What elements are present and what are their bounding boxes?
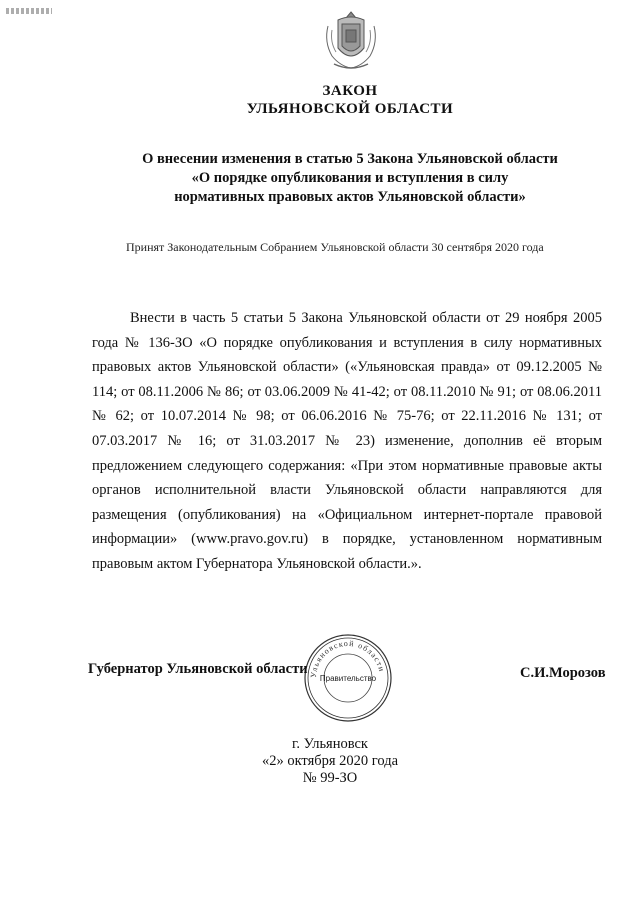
official-seal-icon <box>302 632 394 724</box>
signing-date: «2» октября 2020 года <box>261 753 399 769</box>
subject-line: О внесении изменения в статью 5 Закона Ульяновской области <box>142 151 558 167</box>
law-title: ЗАКОН <box>322 83 378 99</box>
law-region-title: УЛЬЯНОВСКОЙ ОБЛАСТИ <box>246 101 454 117</box>
scan-artifact <box>6 8 52 14</box>
law-subject <box>100 150 600 207</box>
seal-ring-text: Ульяновской области <box>308 638 387 679</box>
law-number: № 99-ЗО <box>302 770 358 786</box>
coat-of-arms-icon <box>320 8 382 72</box>
signing-city: г. Ульяновск <box>292 736 368 752</box>
signatory-title: Губернатор Ульяновской области <box>88 661 308 677</box>
subject-line: нормативных правовых актов Ульяновской области» <box>174 189 526 205</box>
law-body-paragraph: Внести в часть 5 статьи 5 Закона Ульяновской области от 29 ноября 2005 года № 136-ЗО «О порядке опубликования и вступления в силу нормативных правовых актов Ульяновской области» («Ульяновская правда» от 09.12.2005 № 114; от 08.11.2006 № 86; от 03.06.2009 № 41-42; от 08.11.2010 № 91; от 08.06.2011 № 62; от 10.07.2014 № 98; от 06.06.2016 № 75-76; от 22.11.2016 № 131; от 07.03.2017 № 16; от 31.03.2017 № 23) изменение, дополнив её вторым предложением следующего содержания: «При этом нормативные правовые акты органов исполнительной власти Ульяновской области направляются для размещения (опубликования) на «Официальном интернет-портале правовой информации» (www.pravo.gov.ru) в порядке, установленном нормативным правовым актом Губернатора Ульяновской области.». <box>92 310 602 572</box>
subject-line: «О порядке опубликования и вступления в силу <box>191 170 509 186</box>
adoption-note: Принят Законодательным Собранием Ульяновской области 30 сентября 2020 года <box>126 240 544 254</box>
signatory-name: С.И.Морозов <box>520 665 606 681</box>
seal-center-text: Правительство <box>319 674 377 683</box>
